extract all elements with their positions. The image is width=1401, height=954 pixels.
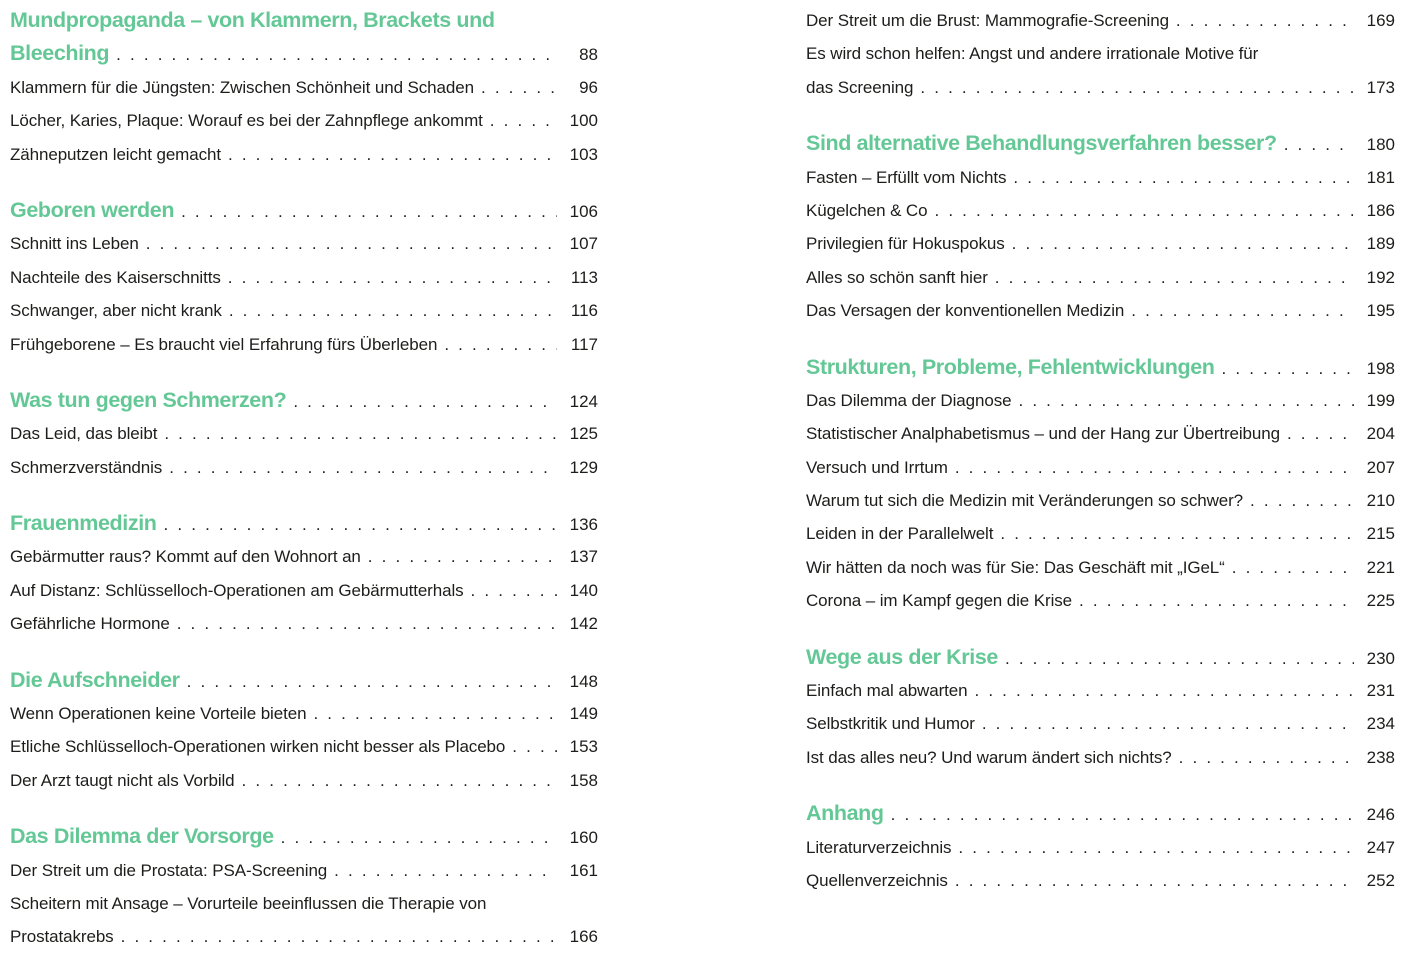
dot-leader [169,451,557,484]
toc-entry-row [806,37,1395,70]
toc-page-number: 107 [569,234,598,254]
toc-page-number: 180 [1366,135,1395,155]
dot-leader [181,195,557,228]
toc-entry-title: Frühgeborene – Es braucht viel Erfahrung fürs Überleben [10,334,438,354]
dot-leader [891,798,1354,831]
toc-entry-title: Wir hätten da noch was für Sie: Das Geschäft mit „IGeL“ [806,557,1225,577]
toc-entry-row [10,730,598,763]
toc-entry-title: Zähneputzen leicht gemacht [10,144,221,164]
toc-entry-title: Leiden in der Parallelwelt [806,524,994,544]
toc-entry-row [806,161,1395,194]
toc-page-number: 204 [1366,424,1395,444]
toc-entry-title: Der Streit um die Prostata: PSA-Screening [10,860,328,880]
toc-page-number: 116 [570,301,598,321]
toc-entry-row [806,4,1395,37]
dot-leader [164,508,557,541]
toc-page-number: 230 [1366,648,1395,668]
toc-entry-row [10,607,598,640]
dot-leader [982,707,1354,740]
toc-entry-title: Der Streit um die Brust: Mammografie-Screening [806,11,1169,30]
toc-page-number: 195 [1366,301,1395,321]
dot-leader [955,864,1354,897]
toc-entry-title: Quellenverzeichnis [806,870,948,890]
toc-entry-row [10,294,598,327]
dot-leader [1131,294,1354,327]
toc-page-number: 231 [1366,681,1395,701]
toc-entry-row [10,854,598,887]
toc-heading-title: Mundpropaganda – von Klammern, Brackets und [10,8,495,32]
toc-entry-title: Einfach mal abwarten [806,681,968,701]
toc-entry-row [806,71,1395,104]
dot-leader [1284,128,1354,161]
toc-page-number: 246 [1366,805,1395,825]
toc-page-number: 106 [569,201,598,221]
toc-entry-row [806,864,1395,897]
toc-entry-row [10,227,598,260]
toc-page-number: 160 [569,828,598,848]
toc-entry-title: Wenn Operationen keine Vorteile bieten [10,704,307,724]
toc-entry-title: Der Arzt taugt nicht als Vorbild [10,770,235,790]
dot-leader [955,451,1354,484]
toc-entry-title: Alles so schön sanft hier [806,267,988,287]
dot-leader [1287,417,1354,450]
dot-leader [481,71,557,104]
toc-section [806,351,1395,618]
toc-heading-title: Bleeching [10,41,110,66]
dot-leader [187,665,557,698]
toc-heading-title: Das Dilemma der Vorsorge [10,824,274,849]
toc-heading-row [806,641,1395,674]
toc-entry-title: Statistischer Analphabetismus – und der Hang zur Übertreibung [806,424,1280,444]
toc-page-number: 149 [569,704,598,724]
toc-page-number: 161 [569,860,598,880]
toc-page-number: 234 [1366,714,1395,734]
dot-leader [228,261,557,294]
toc-entry-row [10,920,598,953]
dot-leader [471,574,557,607]
toc-entry-row [10,261,598,294]
dot-leader [1079,584,1354,617]
toc-entry-row [10,540,598,573]
dot-leader [934,194,1354,227]
dot-leader [1005,642,1354,675]
dot-leader [116,38,557,71]
toc-entry-row [10,328,598,361]
toc-page-number: 88 [579,45,598,65]
toc-entry-row [10,697,598,730]
toc-page-number: 158 [569,770,598,790]
toc-page-number: 169 [1366,11,1395,30]
toc-section [806,127,1395,327]
toc-section [806,4,1395,104]
toc-entry-title: Ist das alles neu? Und warum ändert sich nichts? [806,747,1172,767]
toc-heading-row [10,507,598,540]
toc-entry-row [806,674,1395,707]
toc-page-number: 173 [1366,77,1395,97]
toc-page-number: 117 [570,334,598,354]
toc-entry-title: Das Dilemma der Diagnose [806,390,1012,410]
toc-page-number: 186 [1366,200,1395,220]
toc-entry-row [806,551,1395,584]
toc-entry-title: Schmerzverständnis [10,457,163,477]
toc-page-number: 210 [1366,491,1395,511]
toc-entry-title: Gefährliche Hormone [10,614,170,634]
toc-page-number: 207 [1366,457,1395,477]
toc-entry-row [10,574,598,607]
toc-section [10,664,598,798]
toc-page-number: 199 [1366,390,1395,410]
toc-entry-title: Prostatakrebs [10,927,114,947]
toc-entry-row [806,451,1395,484]
toc-section [10,507,598,641]
toc-entry-row [806,484,1395,517]
dot-leader [1176,4,1354,37]
toc-entry-title: Das Versagen der konventionellen Medizin [806,301,1125,321]
toc-page-number: 96 [579,77,598,97]
toc-entry-title: Versuch und Irrtum [806,457,948,477]
dot-leader [1179,741,1354,774]
toc-page-number: 140 [569,580,598,600]
dot-leader [974,674,1354,707]
toc-page-number: 103 [569,144,598,164]
toc-heading-title: Wege aus der Krise [806,644,998,669]
dot-leader [995,261,1354,294]
toc-entry-title: Scheitern mit Ansage – Vorurteile beeinflussen die Therapie von [10,893,487,913]
toc-entry-title: Auf Distanz: Schlüsselloch-Operationen am Gebärmutterhals [10,580,464,600]
toc-entry-row [806,417,1395,450]
dot-leader [1012,227,1354,260]
toc-page-number: 148 [569,671,598,691]
toc-entry-title: Fasten – Erfüllt vom Nichts [806,167,1007,187]
dot-leader [1250,484,1354,517]
toc-heading-title: Strukturen, Probleme, Fehlentwicklungen [806,354,1215,379]
toc-page-number: 113 [570,267,598,287]
toc-heading-title: Was tun gegen Schmerzen? [10,387,287,412]
toc-entry-title: Etliche Schlüsselloch-Operationen wirken nicht besser als Placebo [10,737,506,757]
dot-leader [293,385,557,418]
toc-entry-title: Gebärmutter raus? Kommt auf den Wohnort an [10,547,361,567]
toc-heading-title: Die Aufschneider [10,667,180,692]
dot-leader [1018,384,1354,417]
toc-entry-row [806,227,1395,260]
toc-page-number: 153 [569,737,598,757]
toc-heading-row [806,797,1395,830]
toc-page-number: 238 [1366,747,1395,767]
toc-page-number: 125 [569,424,598,444]
toc-entry-title: Klammern für die Jüngsten: Zwischen Schönheit und Schaden [10,77,474,97]
dot-leader [1222,352,1354,385]
toc-entry-title: Es wird schon helfen: Angst und andere irrationale Motive für [806,44,1259,64]
toc-heading-row [10,4,598,37]
dot-leader [1000,517,1354,550]
toc-entry-row [10,104,598,137]
toc-entry-title: Privilegien für Hokuspokus [806,234,1005,254]
dot-leader [920,71,1354,104]
toc-page-number: 136 [569,515,598,535]
dot-leader [281,821,557,854]
toc-entry-row [806,707,1395,740]
toc-entry-row [806,194,1395,227]
dot-leader [164,417,557,450]
dot-leader [121,920,557,953]
dot-leader [146,227,557,260]
toc-page-number: 198 [1366,358,1395,378]
toc-page-number: 215 [1366,524,1395,544]
dot-leader [1013,161,1354,194]
toc-entry-row [806,294,1395,327]
toc-entry-row [10,887,598,920]
toc-page-number: 189 [1366,234,1395,254]
toc-entry-title: das Screening [806,77,914,97]
toc-page-number: 221 [1366,557,1395,577]
dot-leader [229,294,557,327]
toc-entry-title: Schwanger, aber nicht krank [10,301,222,321]
toc-page-number: 181 [1366,167,1395,187]
toc-entry-title: Schnitt ins Leben [10,234,139,254]
toc-entry-row [806,517,1395,550]
toc-page-number: 252 [1366,870,1395,890]
toc-entry-title: Das Leid, das bleibt [10,424,158,444]
toc-entry-title: Kügelchen & Co [806,200,928,220]
toc-entry-title: Corona – im Kampf gegen die Krise [806,591,1073,611]
toc-heading-row [10,194,598,227]
toc-entry-title: Nachteile des Kaiserschnitts [10,267,221,287]
toc-section [10,384,598,484]
toc-heading-row [10,384,598,417]
toc-section [10,194,598,361]
toc-section [806,641,1395,775]
toc-heading-row [806,351,1395,384]
toc-entry-title: Selbstkritik und Humor [806,714,975,734]
dot-leader [1232,551,1354,584]
toc-section [10,4,598,171]
toc-heading-title: Frauenmedizin [10,511,157,536]
toc-entry-row [806,831,1395,864]
toc-entry-row [10,138,598,171]
dot-leader [958,831,1354,864]
toc-entry-row [10,71,598,104]
toc-column-right [806,4,1395,954]
toc-entry-title: Literaturverzeichnis [806,837,952,857]
toc-heading-title: Anhang [806,801,884,826]
toc-entry-row [10,417,598,450]
toc-entry-row [10,764,598,797]
dot-leader [334,854,557,887]
toc-heading-title: Geboren werden [10,197,175,222]
dot-leader [228,138,557,171]
dot-leader [444,328,557,361]
toc-heading-row [806,127,1395,160]
toc-page-number: 100 [569,111,598,131]
toc-page-number: 166 [569,927,598,947]
toc-heading-row [10,820,598,853]
toc-page-number: 142 [569,614,598,634]
toc-page-number: 137 [569,547,598,567]
toc-entry-row [806,261,1395,294]
toc-entry-row [10,451,598,484]
toc-page-number: 124 [569,391,598,411]
dot-leader [512,730,557,763]
toc-entry-row [806,584,1395,617]
toc-page-number: 129 [569,457,598,477]
toc-page-number: 247 [1366,837,1395,857]
dot-leader [490,104,557,137]
dot-leader [313,697,557,730]
dot-leader [368,540,557,573]
toc-heading-title: Sind alternative Behandlungsverfahren besser? [806,131,1277,156]
toc-heading-row [10,664,598,697]
toc-entry-title: Warum tut sich die Medizin mit Veränderungen so schwer? [806,491,1244,511]
toc-section [806,797,1395,897]
dot-leader [177,607,557,640]
dot-leader [242,764,557,797]
toc-heading-row [10,37,598,70]
toc-entry-row [806,741,1395,774]
toc-column-left [10,4,598,954]
toc-page-number: 225 [1366,591,1395,611]
toc-entry-title: Löcher, Karies, Plaque: Worauf es bei der Zahnpflege ankommt [10,111,483,131]
toc-page-number: 192 [1366,267,1395,287]
toc-section [10,820,598,954]
toc-entry-row [806,384,1395,417]
